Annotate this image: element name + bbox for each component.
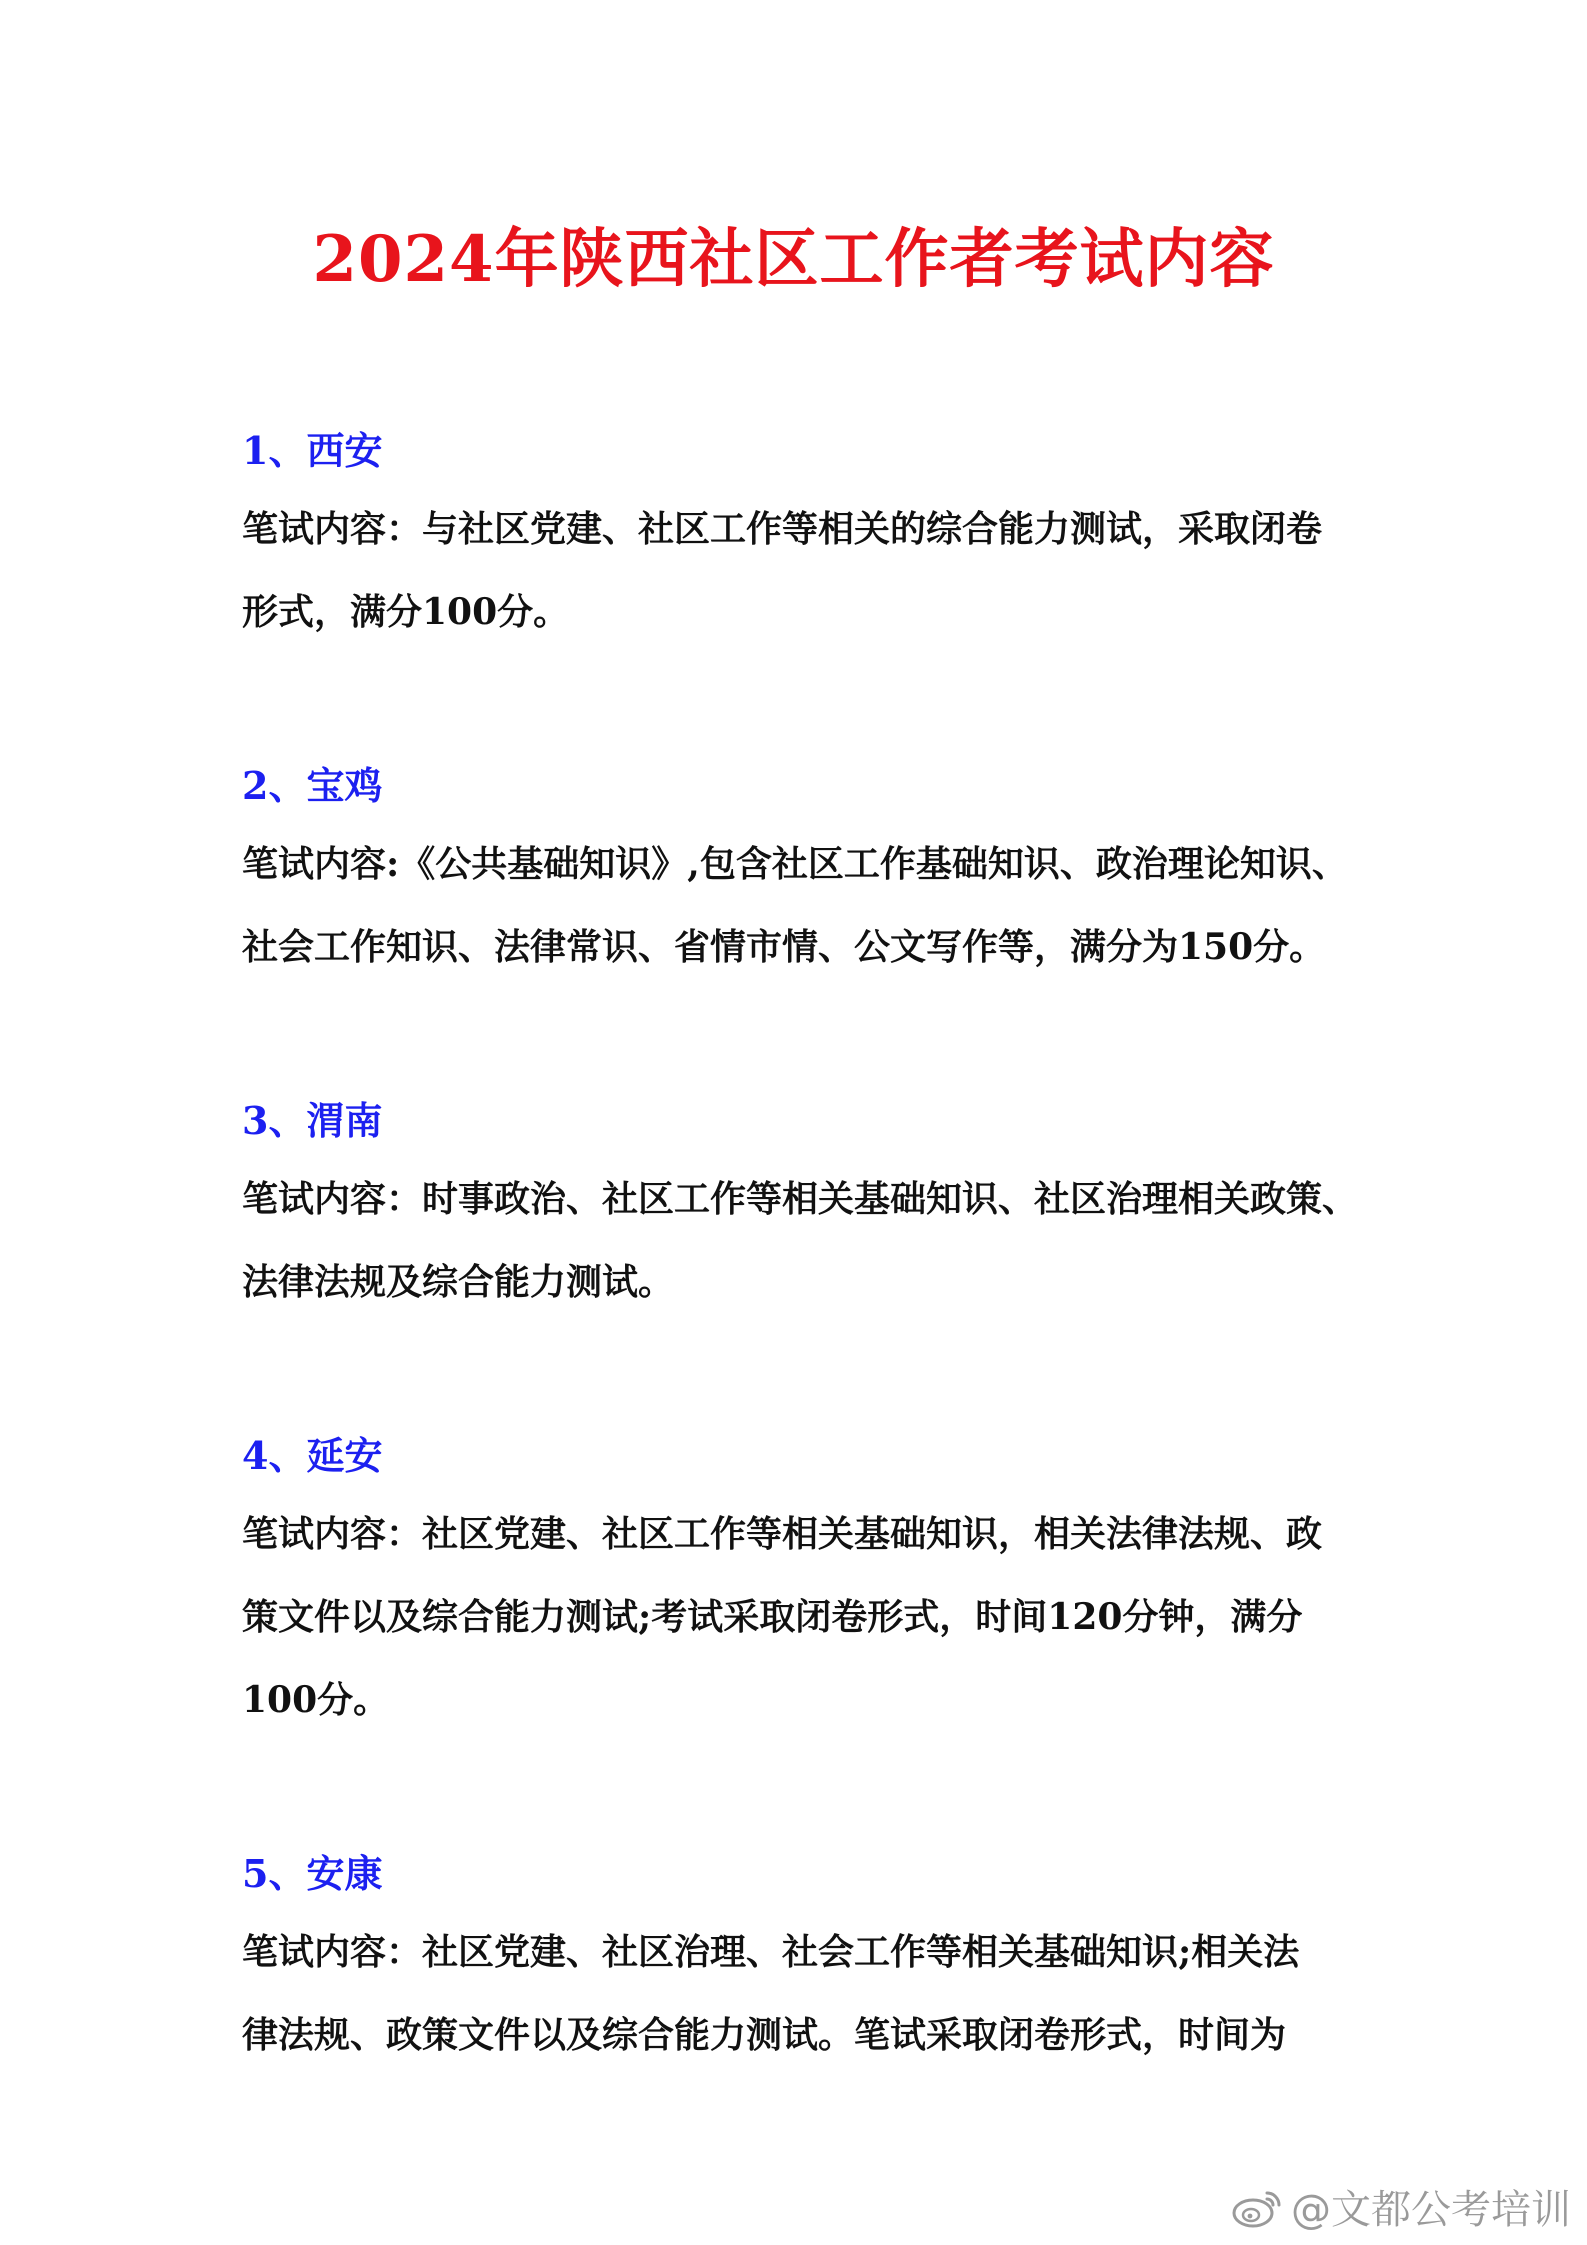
- section-body-xian: [242, 488, 1360, 654]
- section-body-weinan: [242, 1158, 1360, 1324]
- section-heading-weinan: 3、渭南: [242, 1098, 383, 1143]
- text-line: 形式，满分100分。: [242, 591, 570, 633]
- text-line: 法律法规及综合能力测试。: [242, 1261, 675, 1303]
- section-body-baoji: [242, 823, 1360, 989]
- text-line: 笔试内容：时事政治、社区工作等相关基础知识、社区治理相关政策、: [242, 1178, 1359, 1220]
- text-line: 策文件以及综合能力测试;考试采取闭卷形式，时间120分钟，满分: [242, 1596, 1303, 1638]
- page-title: 2024年陕西社区工作者考试内容: [312, 222, 1275, 297]
- watermark: [1231, 2178, 1571, 2235]
- section-heading-xian: 1、西安: [242, 428, 383, 473]
- section-heading-ankang: 5、安康: [242, 1851, 383, 1896]
- watermark-text: @文都公考培训: [1291, 2187, 1571, 2233]
- text-line: 社会工作知识、法律常识、省情市情、公文写作等，满分为150分。: [242, 926, 1326, 968]
- section-body-ankang: [242, 1911, 1360, 2077]
- section-heading-baoji: 2、宝鸡: [242, 763, 383, 808]
- section-heading-yanan: 4、延安: [242, 1433, 383, 1478]
- weibo-icon: [1231, 2185, 1285, 2229]
- text-line: 笔试内容：与社区党建、社区工作等相关的综合能力测试，采取闭卷: [242, 508, 1323, 550]
- text-line: 笔试内容:《公共基础知识》,包含社区工作基础知识、政治理论知识、: [242, 843, 1348, 885]
- section-body-yanan: [242, 1493, 1360, 1742]
- text-line: 100分。: [242, 1679, 390, 1721]
- text-line: 笔试内容：社区党建、社区工作等相关基础知识，相关法律法规、政: [242, 1513, 1323, 1555]
- text-line: 笔试内容：社区党建、社区治理、社会工作等相关基础知识;相关法: [242, 1931, 1300, 1973]
- text-line: 律法规、政策文件以及综合能力测试。笔试采取闭卷形式，时间为: [242, 2014, 1287, 2056]
